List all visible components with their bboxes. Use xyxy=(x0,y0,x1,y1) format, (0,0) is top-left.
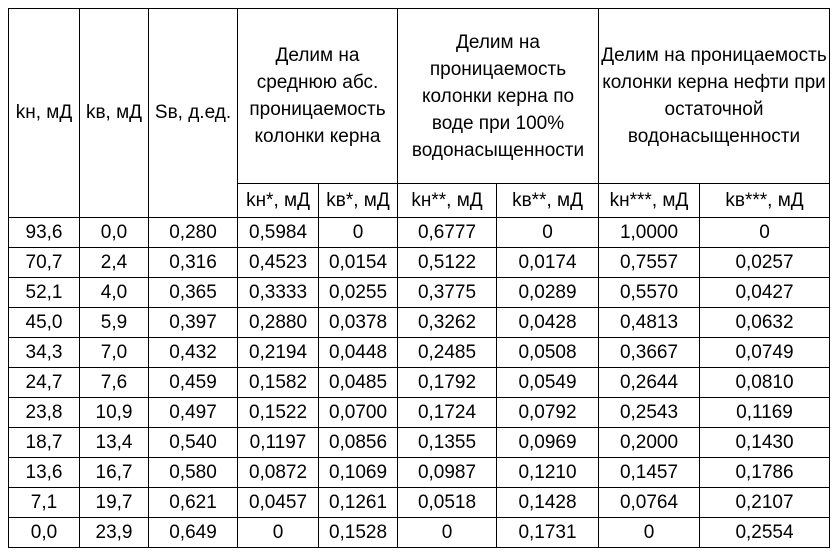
table-row xyxy=(9,398,830,428)
table-row xyxy=(9,278,830,308)
table-cell: 0,0518 xyxy=(398,488,497,518)
table-cell: 0,621 xyxy=(149,488,238,518)
table-cell: 0 xyxy=(398,518,497,548)
table-cell: 0,0 xyxy=(9,518,80,548)
table-cell: 0,0378 xyxy=(319,308,398,338)
table-cell: 0,365 xyxy=(149,278,238,308)
header-sv: Sв, д.ед. xyxy=(149,9,238,218)
header-group-avg-abs-permeability xyxy=(238,9,398,184)
table-cell: 0,1428 xyxy=(497,488,599,518)
header-group-1-text: Делим на среднюю абс. проницаемость колонки керна xyxy=(249,45,386,147)
table-cell: 45,0 xyxy=(9,308,80,338)
table-cell: 0 xyxy=(238,518,319,548)
table-cell: 0,1792 xyxy=(398,368,497,398)
table-cell: 0,1169 xyxy=(700,398,830,428)
table-cell: 0,1457 xyxy=(599,458,700,488)
table-cell: 19,7 xyxy=(80,488,149,518)
table-cell: 93,6 xyxy=(9,218,80,248)
table-cell: 0,397 xyxy=(149,308,238,338)
table-cell: 23,9 xyxy=(80,518,149,548)
table-cell: 0,3262 xyxy=(398,308,497,338)
table-cell: 0,3775 xyxy=(398,278,497,308)
table-cell: 7,6 xyxy=(80,368,149,398)
table-cell: 0,1430 xyxy=(700,428,830,458)
table-cell: 16,7 xyxy=(80,458,149,488)
table-row xyxy=(9,368,830,398)
table-cell: 0,1261 xyxy=(319,488,398,518)
table-cell: 0,0 xyxy=(80,218,149,248)
table-cell: 0,5984 xyxy=(238,218,319,248)
table-cell: 0,7557 xyxy=(599,248,700,278)
table-cell: 0,1069 xyxy=(319,458,398,488)
header-group-oil-permeability xyxy=(599,9,830,184)
table-cell: 0,0154 xyxy=(319,248,398,278)
header-kv: kв, мД xyxy=(80,9,149,218)
table-cell: 0,0810 xyxy=(700,368,830,398)
table-cell: 10,9 xyxy=(80,398,149,428)
table-cell: 0,2107 xyxy=(700,488,830,518)
subheader-kv-3: kв***, мД xyxy=(700,184,830,218)
table-cell: 0,3667 xyxy=(599,338,700,368)
table-cell: 34,3 xyxy=(9,338,80,368)
table-cell: 0,2485 xyxy=(398,338,497,368)
table-cell: 52,1 xyxy=(9,278,80,308)
table-cell: 0,0987 xyxy=(398,458,497,488)
table-cell: 0,4523 xyxy=(238,248,319,278)
table-cell: 0,1197 xyxy=(238,428,319,458)
table-cell: 0,2644 xyxy=(599,368,700,398)
table-cell: 0,0632 xyxy=(700,308,830,338)
table-row xyxy=(9,248,830,278)
header-group-2-text: Делим на проницаемость колонки керна по воде при 100% водонасыщенности xyxy=(411,31,585,161)
table-cell: 0,497 xyxy=(149,398,238,428)
table-cell: 0,459 xyxy=(149,368,238,398)
subheader-kv-2: kв**, мД xyxy=(497,184,599,218)
table-cell: 0,0485 xyxy=(319,368,398,398)
table-row xyxy=(9,428,830,458)
table-row xyxy=(9,308,830,338)
table-cell: 0,1731 xyxy=(497,518,599,548)
header-row-top xyxy=(9,9,830,184)
table-cell: 0,1355 xyxy=(398,428,497,458)
table-cell: 0,0257 xyxy=(700,248,830,278)
table-cell: 2,4 xyxy=(80,248,149,278)
subheader-kv-1: kв*, мД xyxy=(319,184,398,218)
table-cell: 0,2194 xyxy=(238,338,319,368)
table-cell: 0,0174 xyxy=(497,248,599,278)
table-cell: 0,5122 xyxy=(398,248,497,278)
header-group-water-permeability xyxy=(398,9,599,184)
table-cell: 0,1528 xyxy=(319,518,398,548)
table-cell: 0,2543 xyxy=(599,398,700,428)
table-cell: 1,0000 xyxy=(599,218,700,248)
table-cell: 4,0 xyxy=(80,278,149,308)
table-cell: 23,8 xyxy=(9,398,80,428)
table-cell: 0,1724 xyxy=(398,398,497,428)
table-cell: 7,0 xyxy=(80,338,149,368)
table-cell: 0,540 xyxy=(149,428,238,458)
table-cell: 0,0255 xyxy=(319,278,398,308)
table-cell: 0,0872 xyxy=(238,458,319,488)
table-cell: 0 xyxy=(700,218,830,248)
subheader-kn-3: kн***, мД xyxy=(599,184,700,218)
table-cell: 13,4 xyxy=(80,428,149,458)
table-cell: 70,7 xyxy=(9,248,80,278)
table-cell: 0,1522 xyxy=(238,398,319,428)
table-cell: 0,1582 xyxy=(238,368,319,398)
table-row xyxy=(9,488,830,518)
table-cell: 0,0856 xyxy=(319,428,398,458)
table-cell: 0,4813 xyxy=(599,308,700,338)
permeability-table xyxy=(8,8,830,548)
table-cell: 0,0508 xyxy=(497,338,599,368)
table-cell: 5,9 xyxy=(80,308,149,338)
table-cell: 0,0549 xyxy=(497,368,599,398)
table-cell: 24,7 xyxy=(9,368,80,398)
table-cell: 0,1210 xyxy=(497,458,599,488)
table-cell: 0,432 xyxy=(149,338,238,368)
table-row xyxy=(9,518,830,548)
table-cell: 0,3333 xyxy=(238,278,319,308)
table-cell: 0,1786 xyxy=(700,458,830,488)
table-cell: 0,0700 xyxy=(319,398,398,428)
table-cell: 0,0457 xyxy=(238,488,319,518)
table-cell: 0,6777 xyxy=(398,218,497,248)
table-cell: 0,649 xyxy=(149,518,238,548)
subheader-kn-2: kн**, мД xyxy=(398,184,497,218)
table-cell: 0,2880 xyxy=(238,308,319,338)
permeability-table-container xyxy=(8,8,830,548)
table-cell: 0,580 xyxy=(149,458,238,488)
table-cell: 0,316 xyxy=(149,248,238,278)
table-row xyxy=(9,218,830,248)
table-cell: 0,2000 xyxy=(599,428,700,458)
subheader-kn-1: kн*, мД xyxy=(238,184,319,218)
table-cell: 0,0427 xyxy=(700,278,830,308)
table-body xyxy=(9,218,830,548)
table-cell: 0,5570 xyxy=(599,278,700,308)
table-cell: 0,0764 xyxy=(599,488,700,518)
table-cell: 0,0969 xyxy=(497,428,599,458)
table-cell: 0,0448 xyxy=(319,338,398,368)
table-cell: 0,280 xyxy=(149,218,238,248)
table-row xyxy=(9,338,830,368)
table-cell: 18,7 xyxy=(9,428,80,458)
table-row xyxy=(9,458,830,488)
table-cell: 0 xyxy=(319,218,398,248)
table-cell: 13,6 xyxy=(9,458,80,488)
table-cell: 0,0289 xyxy=(497,278,599,308)
table-cell: 0 xyxy=(497,218,599,248)
table-cell: 0,0428 xyxy=(497,308,599,338)
table-cell: 7,1 xyxy=(9,488,80,518)
table-cell: 0,2554 xyxy=(700,518,830,548)
table-cell: 0,0792 xyxy=(497,398,599,428)
header-kn: kн, мД xyxy=(9,9,80,218)
header-group-3-text: Делим на проницаемость колонки керна нефти при остаточной водонасыщенности xyxy=(601,45,827,147)
table-cell: 0,0749 xyxy=(700,338,830,368)
table-cell: 0 xyxy=(599,518,700,548)
